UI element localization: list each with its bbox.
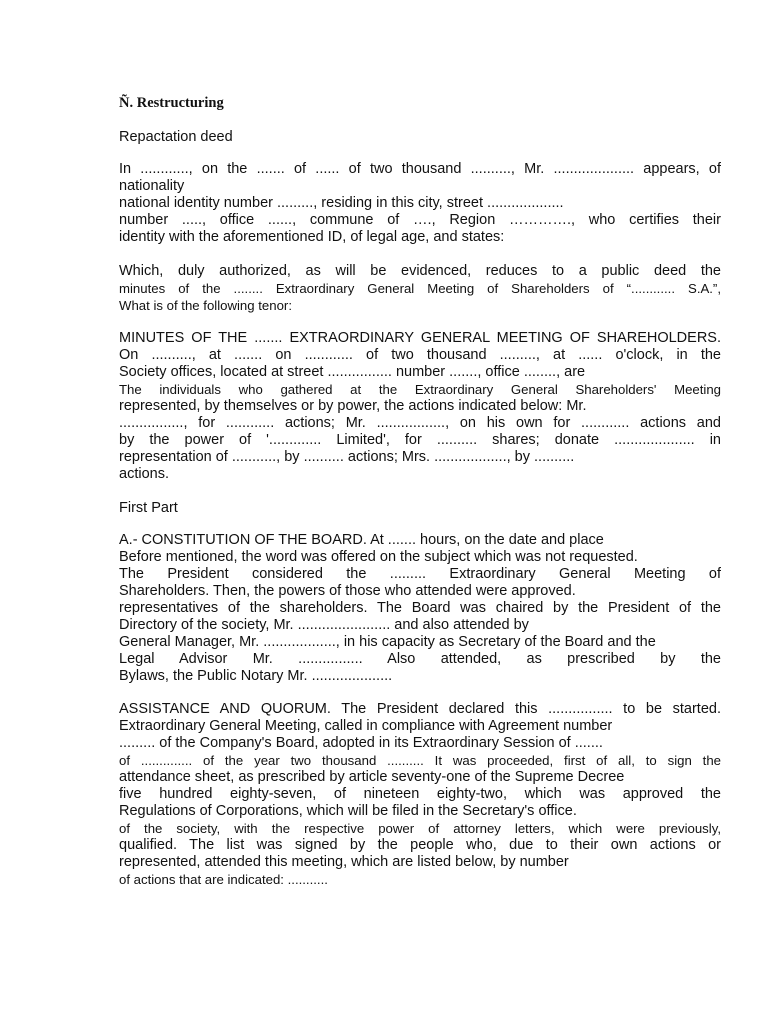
text-line: Extraordinary General Meeting, called in compliance with Agreement number xyxy=(119,718,613,734)
text-line: The President considered the ......... Extraordinary General Meeting of xyxy=(119,566,721,582)
text-line: represented, by themselves or by power, the actions indicated below: Mr. xyxy=(119,398,587,414)
text-line: national identity number ........., residing in this city, street ................... xyxy=(119,195,564,211)
text-line: of .............. of the year two thousand .......... It was proceeded, first of all, to sign the xyxy=(119,753,721,768)
text-line: ......... of the Company's Board, adopted in its Extraordinary Session of ....... xyxy=(119,735,603,751)
text-line: In ............, on the ....... of ...... of two thousand .........., Mr. .................... appears, of xyxy=(119,161,721,177)
text-line: Bylaws, the Public Notary Mr. .................... xyxy=(119,668,393,684)
assistance-quorum-paragraph xyxy=(119,701,721,888)
board-constitution-paragraph xyxy=(119,532,721,685)
text-line: On .........., at ....... on ............ of two thousand ........., at ...... o'clock, in the xyxy=(119,347,721,363)
section-heading: Ñ. Restructuring xyxy=(119,95,224,111)
text-line: number ....., office ......, commune of …., Region …………., who certifies their xyxy=(119,212,721,228)
text-line: representation of ..........., by .......... actions; Mrs. .................., by .......... xyxy=(119,449,575,465)
text-line: attendance sheet, as prescribed by article seventy-one of the Supreme Decree xyxy=(119,769,625,785)
text-line: Before mentioned, the word was offered on the subject which was not requested. xyxy=(119,549,638,565)
first-part-label: First Part xyxy=(119,500,178,516)
text-line: Legal Advisor Mr. ................ Also attended, as prescribed by the xyxy=(119,651,721,667)
text-line: Directory of the society, Mr. ....................... and also attended by xyxy=(119,617,529,633)
deed-subtitle: Repactation deed xyxy=(119,129,233,145)
text-line: Society offices, located at street ................ number ......., office ........, are xyxy=(119,364,586,380)
text-line: qualified. The list was signed by the people who, due to their own actions or xyxy=(119,837,721,853)
text-line: General Manager, Mr. .................., in his capacity as Secretary of the Board and the xyxy=(119,634,656,650)
text-line: minutes of the ........ Extraordinary General Meeting of Shareholders of “............ S.A.”, xyxy=(119,281,721,296)
text-line: actions. xyxy=(119,466,169,482)
text-line: of actions that are indicated: ........... xyxy=(119,872,328,887)
text-line: by the power of '............. Limited', for .......... shares; donate .................... in xyxy=(119,432,721,448)
text-line: of the society, with the respective power of attorney letters, which were previously, xyxy=(119,821,721,836)
text-line: What is of the following tenor: xyxy=(119,298,292,313)
text-line: identity with the aforementioned ID, of legal age, and states: xyxy=(119,229,505,245)
text-line: The individuals who gathered at the Extraordinary General Shareholders' Meeting xyxy=(119,382,721,397)
text-line: ................, for ............ actions; Mr. ................., on his own for ............ actions and xyxy=(119,415,721,431)
text-line: represented, attended this meeting, which are listed below, by number xyxy=(119,854,569,870)
text-line: MINUTES OF THE ....... EXTRAORDINARY GENERAL MEETING OF SHAREHOLDERS. xyxy=(119,330,721,346)
text-line: ASSISTANCE AND QUORUM. The President declared this ................ to be started. xyxy=(119,701,721,717)
text-line: five hundred eighty-seven, of nineteen eighty-two, which was approved the xyxy=(119,786,721,802)
text-line: Regulations of Corporations, which will be filed in the Secretary's office. xyxy=(119,803,577,819)
intro-paragraph xyxy=(119,161,721,246)
text-line: Which, duly authorized, as will be evidenced, reduces to a public deed the xyxy=(119,263,721,279)
authorization-paragraph xyxy=(119,263,721,314)
text-line: representatives of the shareholders. The Board was chaired by the President of the xyxy=(119,600,721,616)
minutes-paragraph xyxy=(119,330,721,483)
text-line: Shareholders. Then, the powers of those who attended were approved. xyxy=(119,583,576,599)
text-line: A.- CONSTITUTION OF THE BOARD. At ....... hours, on the date and place xyxy=(119,532,604,548)
text-line: nationality xyxy=(119,178,185,194)
